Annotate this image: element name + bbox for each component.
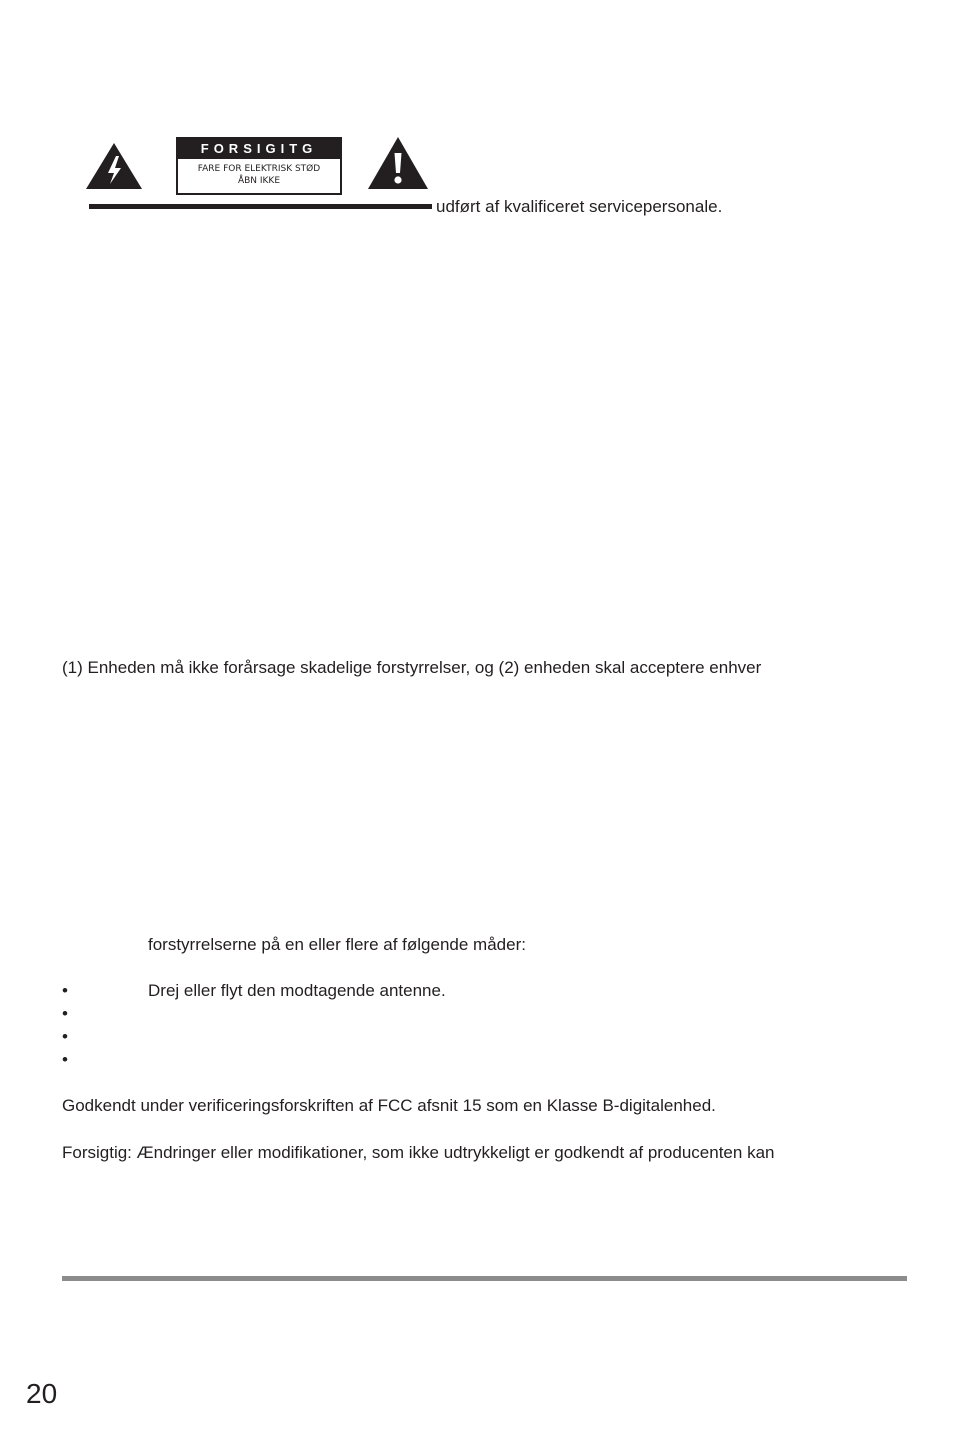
- modification-caution-text: Forsigtig: Ændringer eller modifikationer, som ikke udtrykkeligt er godkendt af producenten kan: [62, 1143, 775, 1162]
- electric-shock-warning-icon: [85, 142, 143, 190]
- caution-label: [176, 137, 342, 195]
- exclamation-warning-icon: [367, 136, 429, 190]
- list-bullet: •: [62, 1050, 68, 1069]
- list-item: Drej eller flyt den modtagende antenne.: [148, 981, 446, 1000]
- fcc-approval-text: Godkendt under verificeringsforskriften af FCC afsnit 15 som en Klasse B-digitalenhed.: [62, 1096, 716, 1115]
- interference-remedy-intro: forstyrrelserne på en eller flere af følgende måder:: [148, 935, 526, 954]
- warning-divider: [89, 204, 432, 209]
- list-bullet: •: [62, 1004, 68, 1023]
- service-personnel-text: udført af kvalificeret servicepersonale.: [436, 197, 723, 216]
- page-number: 20: [26, 1378, 58, 1409]
- list-bullet: •: [62, 981, 68, 1000]
- caution-label-line2: ÅBN IKKE: [237, 176, 281, 186]
- footer-divider: [62, 1276, 907, 1281]
- caution-label-line1: FARE FOR ELEKTRISK STØD: [197, 164, 321, 174]
- caution-label-title: FORSIGITG: [178, 139, 340, 159]
- fcc-conditions-text: (1) Enheden må ikke forårsage skadelige forstyrrelser, og (2) enheden skal acceptere enhver: [62, 658, 762, 677]
- list-bullet: •: [62, 1027, 68, 1046]
